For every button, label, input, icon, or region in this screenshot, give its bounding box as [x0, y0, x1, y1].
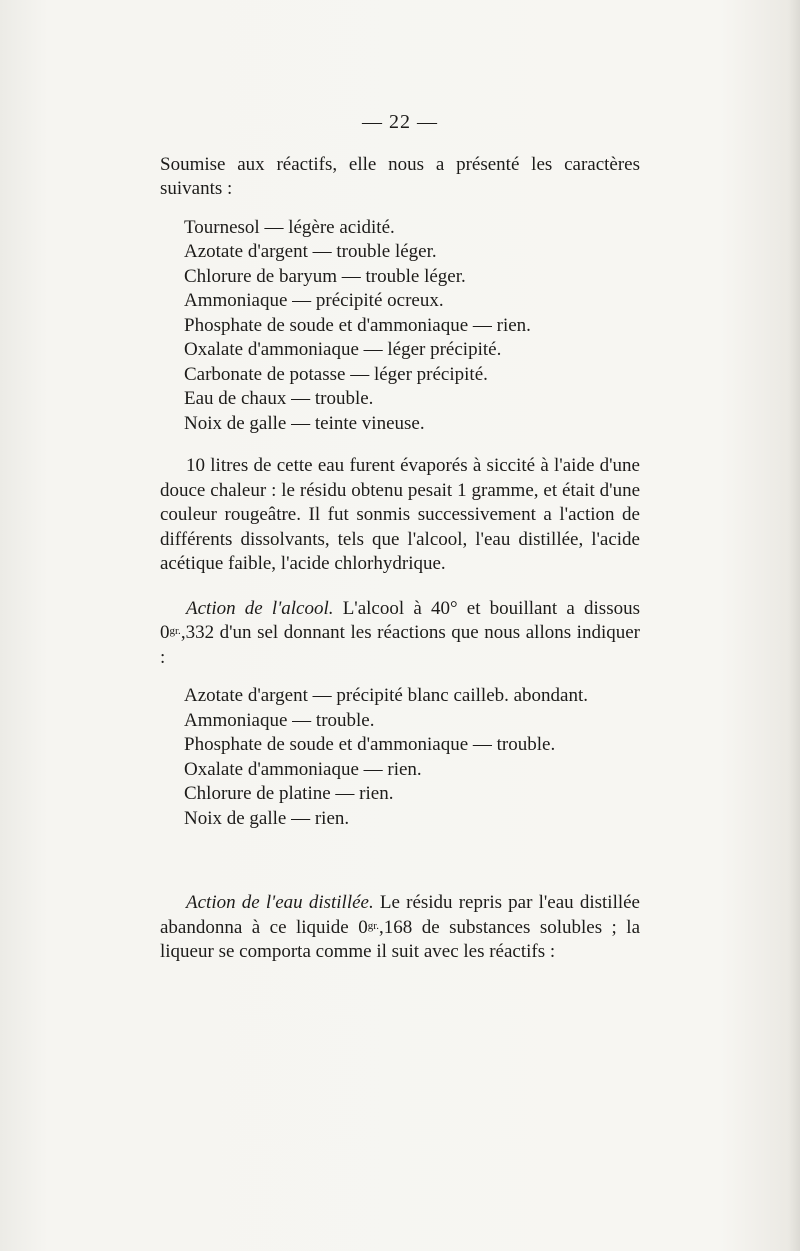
reaction-item: Phosphate de soude et d'ammoniaque — rien. — [184, 314, 531, 336]
reaction-item: Noix de galle — teinte vineuse. — [184, 412, 425, 434]
alcool-text-before: L'alcool à 40° et bouillant a dissous 0 — [160, 597, 640, 643]
eau-text-after: ,168 de substances solubles ; la liqueur se comporta comme il suit avec les réactifs : — [160, 916, 641, 962]
alcool-unit: gr. — [169, 625, 181, 637]
intro-paragraph: Soumise aux réactifs, elle nous a présenté les caractères suivants : — [160, 153, 640, 199]
alcool-paragraph — [160, 597, 640, 671]
reaction-item: Ammoniaque — précipité ocreux. — [184, 290, 444, 311]
reaction-item: Oxalate d'ammoniaque — léger précipité. — [184, 339, 502, 360]
reaction-item: Tournesol — légère acidité. — [184, 216, 395, 238]
eau-unit: gr. — [367, 919, 380, 932]
reaction-item: Carbonate de potasse — léger précipité. — [184, 363, 488, 385]
page-text — [160, 110, 640, 965]
reaction-item: Ammoniaque — trouble. — [184, 709, 375, 731]
eau-paragraph — [160, 891, 640, 965]
evaporation-paragraph: 10 litres de cette eau furent évaporés à siccité à l'aide d'une douce chaleur : le résidu obtenu pesait 1 gramme, et était d'une couleur rougeâtre. Il fut sonmis successivement a l'action de différents dissolvants, tels que l'alcool, l'eau distillée, l'acide acétique faible, l'acide chlorhydrique. — [160, 455, 640, 574]
eau-text-before: Le résidu repris par l'eau distillée abandonna à ce liquide 0 — [160, 892, 640, 938]
reaction-item: Chlorure de baryum — trouble léger. — [184, 265, 466, 287]
reaction-item: Azotate d'argent — précipité blanc cailleb. abondant. — [184, 685, 589, 706]
reaction-list-2 — [184, 684, 640, 831]
reaction-item: Noix de galle — rien. — [184, 807, 350, 829]
reaction-item: Chlorure de platine — rien. — [184, 783, 394, 804]
alcool-heading: Action de l'alcool. — [186, 597, 334, 619]
reaction-item: Azotate d'argent — trouble léger. — [184, 241, 437, 262]
reaction-list-1 — [184, 216, 640, 437]
reaction-item: Oxalate d'ammoniaque — rien. — [184, 758, 422, 780]
reaction-item: Phosphate de soude et d'ammoniaque — trouble. — [184, 734, 556, 755]
eau-heading: Action de l'eau distillée. — [186, 892, 374, 913]
reaction-item: Eau de chaux — trouble. — [184, 388, 374, 409]
page-spine-shadow — [788, 0, 800, 1251]
alcool-text-after: ,332 d'un sel donnant les réactions que nous allons indiquer : — [160, 622, 640, 668]
page-number: — 22 — — [362, 111, 438, 133]
